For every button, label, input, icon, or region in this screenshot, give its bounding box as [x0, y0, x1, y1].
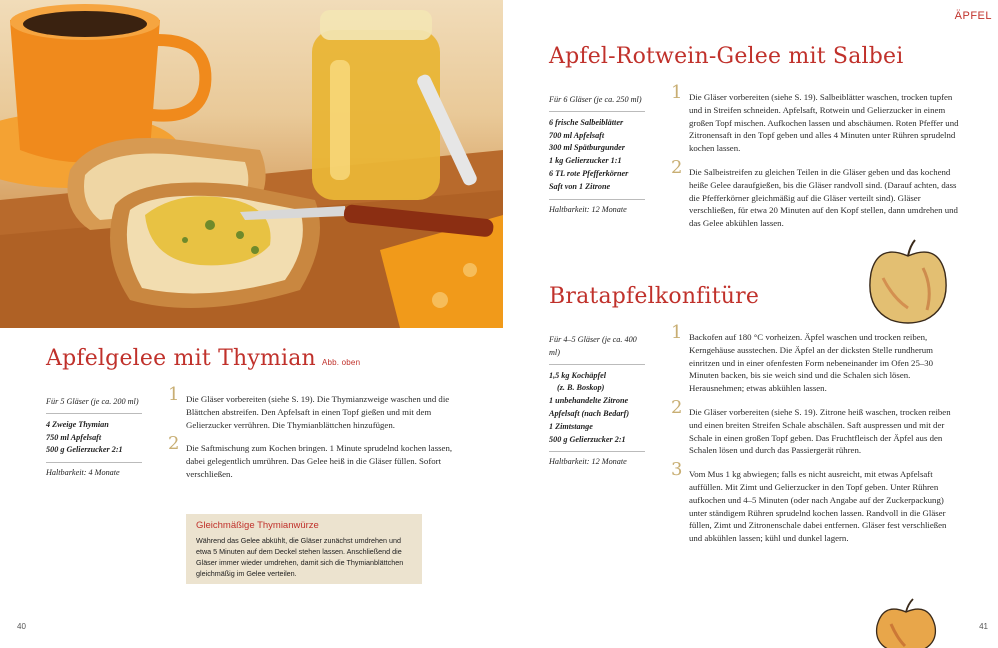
recipe-title-text: Apfelgelee mit Thymian [46, 346, 316, 371]
step-number: 1 [671, 82, 683, 103]
ingredient-item: 1 kg Gelierzucker 1:1 [549, 156, 622, 166]
ingredient-item: (z. B. Boskop) [557, 383, 605, 393]
ingredient-item: 500 g Gelierzucker 2:1 [46, 445, 123, 455]
step-number: 2 [671, 396, 683, 418]
page-number-left: 40 [17, 622, 26, 631]
chapter-label: ÄPFEL [954, 10, 992, 22]
step-number: 2 [671, 156, 683, 178]
step-text: Die Gläser vorbereiten (siehe S. 19). Die Thymianzweige waschen und die Blättchen abstreifen. Den Apfelsaft in einen Topf gießen und mit dem Gelierzucker verrühren. Die Thymianblättchen hinzufügen. [186, 394, 450, 430]
step-number: 2 [168, 433, 180, 455]
step-item [168, 384, 460, 431]
shelf-life-text: Haltbarkeit: 4 Monate [46, 462, 142, 480]
ingredient-item: 300 ml Spätburgunder [549, 143, 625, 153]
yield-text: Für 4–5 Gläser (je ca. 400 ml) [549, 334, 645, 365]
steps-apfelgelee [168, 384, 460, 492]
ingredient-box-apfelgelee [46, 396, 142, 480]
step-item [671, 156, 961, 230]
tip-text: Während das Gelee abkühlt, die Gläser zunächst umdrehen und etwa 5 Minuten auf dem Deckel stehen lassen. Anschließend die Gläser immer wieder umdrehen, damit sich die Thymianblättchen gleichmäßig im Gelee verteilen. [196, 536, 404, 578]
step-text: Die Gläser vorbereiten (siehe S. 19). Salbeiblätter waschen, trocken tupfen und in Streifen schneiden. Apfelsaft, Rotwein und Gelierzucker in einem großen Topf mischen. Aufkochen lassen und abschäumen. Roten Pfeffer und Zitronensaft in den Topf geben und alles 4 Minuten unter Rühren sprudelnd kochen lassen. [689, 92, 959, 154]
shelf-life-text: Haltbarkeit: 12 Monate [549, 199, 645, 217]
ingredient-item: Apfelsaft (nach Bedarf) [549, 408, 630, 418]
ingredient-item: 4 Zweige Thymian [46, 419, 109, 429]
ingredient-item: 750 ml Apfelsaft [46, 432, 102, 442]
ingredient-item: 700 ml Apfelsaft [549, 130, 605, 140]
step-number: 1 [168, 384, 180, 405]
step-number: 3 [671, 459, 683, 481]
yield-text: Für 6 Gläser (je ca. 250 ml) [549, 94, 645, 112]
step-item [671, 459, 961, 545]
apple-illustration [863, 238, 953, 326]
step-text: Die Saftmischung zum Kochen bringen. 1 Minute sprudelnd kochen lassen, dabei gelegentlich umrühren. Das Gelee heiß in die Gläser füllen. Sofort verschließen. [186, 443, 453, 479]
step-text: Die Gläser vorbereiten (siehe S. 19). Zitrone heiß waschen, trocken reiben und einen breiten Streifen Schale abschälen. Saft auspressen und mit der Schale in einen großen Topf geben. Das Fruchtfleisch der Äpfel aus den Schalen lösen und durch das Passiergerät rühren. [689, 406, 951, 456]
step-item [168, 433, 460, 480]
step-item [671, 396, 961, 457]
ingredient-item: 6 frische Salbeiblätter [549, 117, 624, 127]
right-page [503, 0, 998, 648]
ingredient-item: 6 TL rote Pfefferkörner [549, 168, 629, 178]
step-text: Die Salbeistreifen zu gleichen Teilen in die Gläser geben und das kochend heiße Gelee daraufgießen, bis die Gläser randvoll sind. (Darauf achten, dass die Pfefferkörner gleichmäßig auf die Gläser verteilt sind). Gläser verschließen, für etwa 20 Minuten auf den Kopf stellen, dann umdrehen und das Gelee abkühlen lassen. [689, 166, 958, 229]
apple-illustration-small [871, 598, 941, 648]
tip-title: Gleichmäßige Thymianwürze [196, 520, 319, 531]
figure-reference: Abb. oben [321, 358, 361, 367]
step-text: Backofen auf 180 °C vorheizen. Äpfel waschen und trocken reiben, Kerngehäuse ausstechen. Die Äpfel an der dicksten Stelle rundherum einritzen und in einer ofenfesten Form nebeneinander im Ofen 25–30 Minuten backen, bis sie weich sind und die Schalen sich lösen. Herausnehmen; etwas abkühlen lassen. [689, 332, 934, 394]
page-number-right: 41 [979, 622, 988, 631]
recipe-title-apfelgelee [46, 346, 360, 371]
ingredient-box-bratapfelkonfituere [549, 334, 645, 469]
shelf-life-text: Haltbarkeit: 12 Monate [549, 451, 645, 469]
ingredient-item: 1 unbehandelte Zitrone [549, 396, 629, 406]
recipe-photo [0, 0, 503, 328]
step-item [671, 82, 961, 155]
ingredient-item: 1 Zimtstange [549, 421, 593, 431]
step-number: 1 [671, 322, 683, 343]
ingredient-item: Saft von 1 Zitrone [549, 181, 611, 191]
ingredient-item: 500 g Gelierzucker 2:1 [549, 434, 626, 444]
steps-bratapfelkonfituere [671, 322, 961, 556]
tip-box [186, 514, 422, 584]
step-item [671, 322, 961, 395]
jelly-bread-photo [0, 0, 503, 328]
ingredient-item: 1,5 kg Kochäpfel [549, 370, 607, 380]
recipe-title-bratapfelkonfituere: Bratapfelkonfitüre [549, 284, 760, 309]
recipe-title-rotwein-gelee: Apfel-Rotwein-Gelee mit Salbei [549, 44, 904, 69]
step-text: Vom Mus 1 kg abwiegen; falls es nicht ausreicht, mit etwas Apfelsaft auffüllen. Mit Zimt und Gelierzucker in den Topf geben. Unter Rühren aufkochen und 4–5 Minuten (oder nach Angabe auf der Zuckerpackung) unter ständigem Rühren sprudelnd kochen lassen. Randvoll in die Gläser füllen, Zimt und Zitronenschale dabei entfernen. Gläser fest verschließen und abkühlen lassen; kühl und dunkel lagern. [689, 469, 947, 544]
ingredient-box-rotwein-gelee [549, 94, 645, 216]
yield-text: Für 5 Gläser (je ca. 200 ml) [46, 396, 142, 414]
steps-rotwein-gelee [671, 82, 961, 241]
